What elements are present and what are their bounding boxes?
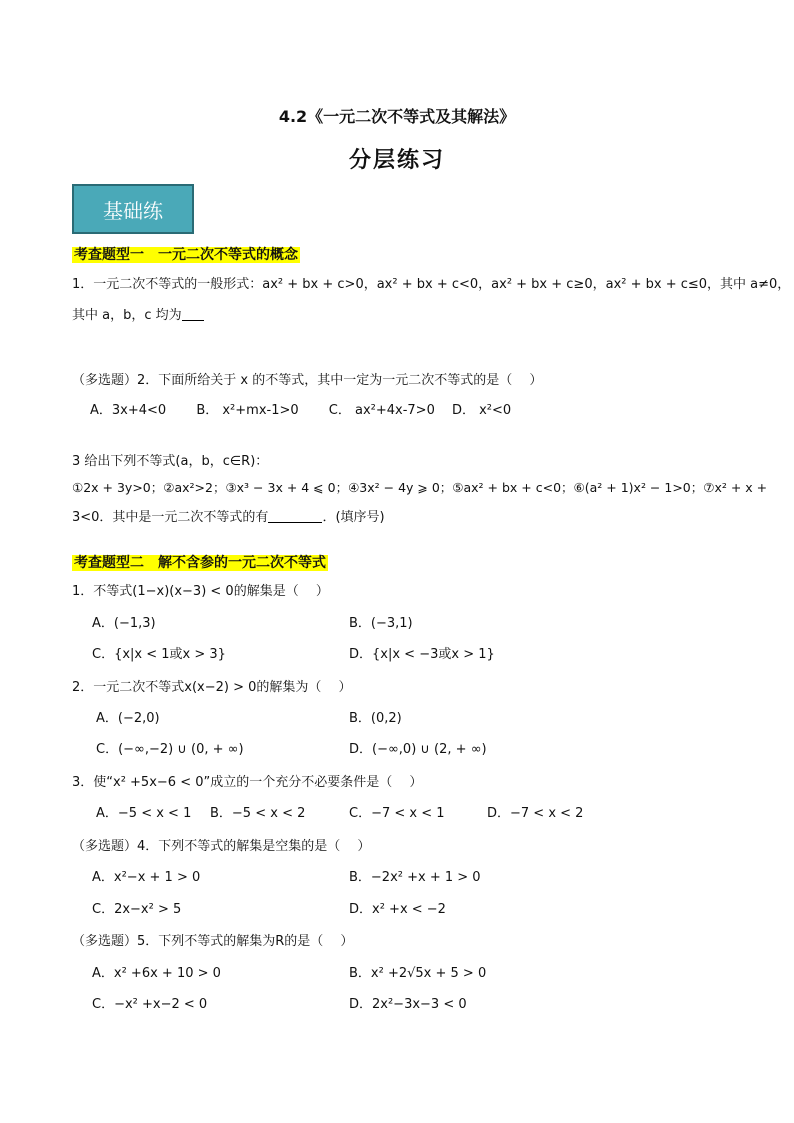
s2-q1-option-d: D．{x|x < −3或x > 1} — [349, 647, 495, 662]
s2-q5-option-a: A．x² +6x + 10 > 0 — [92, 966, 221, 981]
s2-q3-option-c: C．−7 < x < 1 — [349, 806, 445, 821]
s2-q4-option-b: B．−2x² +x + 1 > 0 — [349, 870, 481, 885]
answer-blank — [268, 510, 322, 523]
s2-q3-stem: 3．使“x² +5x−6 < 0”成立的一个充分不必要条件是（ ） — [72, 775, 423, 790]
s1-q3-line1: 3 给出下列不等式(a，b，c∈R)： — [72, 454, 269, 469]
s1-q2-options: A．3x+4<0 B． x²+mx-1>0 C． ax²+4x-7>0 D． x²<0 — [90, 403, 512, 418]
level-badge: 基础练 — [72, 184, 194, 234]
s2-q2-stem: 2．一元二次不等式x(x−2) > 0的解集为（ ） — [72, 680, 352, 695]
document-title: 4.2《一元二次不等式及其解法》 — [278, 107, 516, 126]
section-heading-1: 考查题型一 一元二次不等式的概念 — [74, 247, 298, 263]
s2-q3-option-b: B．−5 < x < 2 — [210, 806, 306, 821]
s2-q5-option-b: B．x² +2√5x + 5 > 0 — [349, 966, 487, 981]
answer-blank — [182, 308, 204, 321]
s2-q1-stem: 1．不等式(1−x)(x−3) < 0的解集是（ ） — [72, 584, 329, 599]
s2-q1-option-b: B．(−3,1) — [349, 616, 413, 631]
s2-q5-option-c: C．−x² +x−2 < 0 — [92, 997, 208, 1012]
s2-q3-option-d: D．−7 < x < 2 — [487, 806, 584, 821]
s2-q2-option-d: D．(−∞,0) ∪ (2, + ∞) — [349, 742, 487, 757]
document-subtitle: 分层练习 — [348, 148, 445, 173]
s2-q4-option-a: A．x²−x + 1 > 0 — [92, 870, 201, 885]
s2-q5-option-d: D．2x²−3x−3 < 0 — [349, 997, 467, 1012]
s2-q2-option-a: A．(−2,0) — [96, 711, 160, 726]
s2-q3-option-a: A．−5 < x < 1 — [96, 806, 192, 821]
s2-q4-option-d: D．x² +x < −2 — [349, 902, 446, 917]
s2-q4-stem: （多选题）4．下列不等式的解集是空集的是（ ） — [72, 839, 371, 854]
s1-q2-stem: （多选题）2．下面所给关于 x 的不等式，其中一定为一元二次不等式的是（ ） — [72, 373, 543, 388]
s2-q2-option-c: C．(−∞,−2) ∪ (0, + ∞) — [96, 742, 244, 757]
section-heading-2: 考查题型二 解不含参的一元二次不等式 — [74, 555, 326, 571]
s1-q3-line2: ①2x + 3y>0；②ax²>2；③x³ − 3x + 4 ⩽ 0；④3x² − 4y ⩾ 0；⑤ax² + bx + c<0；⑥(a² + 1)x² − 1>0；⑦x² + x + — [72, 480, 768, 495]
s2-q5-stem: （多选题）5．下列不等式的解集为R的是（ ） — [72, 934, 354, 949]
s1-q3-line3: 3<0．其中是一元二次不等式的有 ．(填序号) — [72, 510, 385, 525]
s1-q1-line2: 其中 a，b，c 均为 — [72, 304, 204, 323]
s2-q1-option-a: A．(−1,3) — [92, 616, 156, 631]
s2-q2-option-b: B．(0,2) — [349, 711, 402, 726]
s2-q4-option-c: C．2x−x² > 5 — [92, 902, 182, 917]
s2-q1-option-c: C．{x|x < 1或x > 3} — [92, 647, 226, 662]
s1-q1-line1: 1．一元二次不等式的一般形式：ax² + bx + c>0，ax² + bx + c<0，ax² + bx + c≥0，ax² + bx + c≤0，其中 a≠0， — [72, 277, 791, 292]
